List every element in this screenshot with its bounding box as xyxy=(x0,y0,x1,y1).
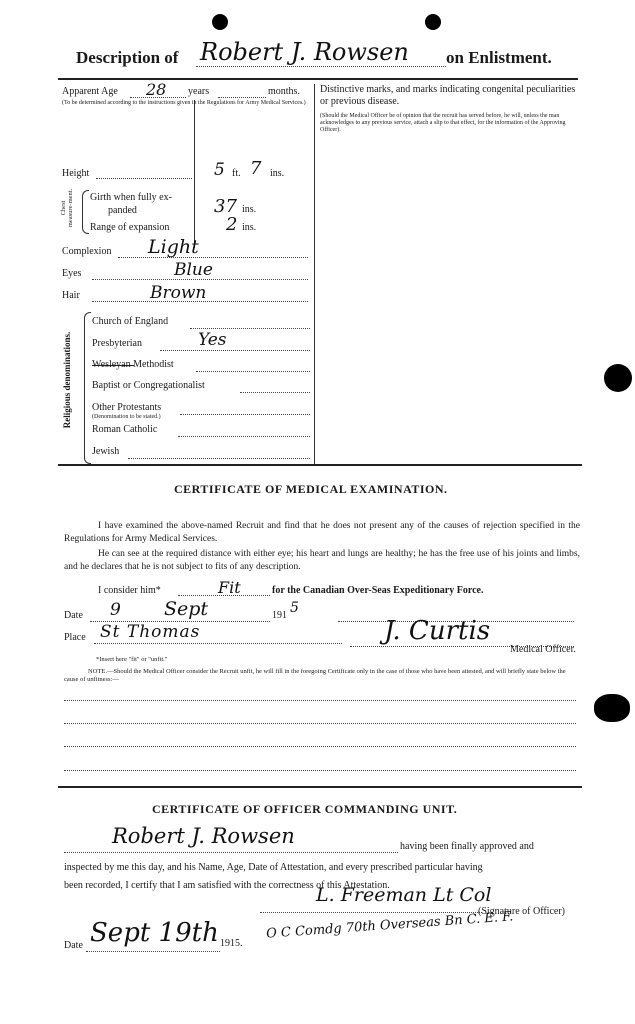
medical-date-month: Sept xyxy=(164,598,209,620)
commanding-text-3: been recorded, I certify that I am satisfied with the correctness of this Attestation. xyxy=(64,880,390,891)
height-ins-value: 7 xyxy=(250,158,262,179)
hair-value: Brown xyxy=(150,283,207,303)
girth-label-2: panded xyxy=(108,205,137,216)
consider-line xyxy=(178,595,270,596)
medical-officer-label: Medical Officer. xyxy=(510,644,576,655)
header-title-right: on Enlistment. xyxy=(446,48,552,67)
commanding-heading: CERTIFICATE OF OFFICER COMMANDING UNIT. xyxy=(152,802,458,816)
chest-side-label: Chest measure-ment. xyxy=(60,188,74,228)
place-value: St Thomas xyxy=(100,622,201,642)
medical-officer-signature: J. Curtis xyxy=(384,616,491,646)
religion-church-of-england: Church of England xyxy=(92,316,169,327)
commanding-date-value: Sept 19th xyxy=(90,918,219,948)
medical-date-label: Date xyxy=(64,610,83,621)
section-rule-1 xyxy=(58,464,582,466)
age-line xyxy=(130,97,186,98)
commanding-name: Robert J. Rowsen xyxy=(112,824,295,848)
religion-baptist: Baptist or Congregationalist xyxy=(92,380,205,391)
religion-brace xyxy=(84,312,91,464)
header-name-line xyxy=(196,66,446,67)
medical-para-2: He can see at the required distance with either eye; his heart and lungs are healthy; he has the free use of his joints and limbs, and he declares that he is not subject to fits of any description. xyxy=(64,549,580,572)
medical-date-day: 9 xyxy=(110,600,121,620)
place-line xyxy=(94,643,342,644)
punch-hole-right-lower xyxy=(594,694,630,722)
height-dots xyxy=(96,178,192,179)
header-title-left: Description of xyxy=(76,48,179,67)
age-note: (To be determined according to the instructions given in the Regulations for Army Medical Services.) xyxy=(62,100,306,106)
consider-suffix: for the Canadian Over-Seas Expeditionary Force. xyxy=(272,585,484,596)
section-rule-2 xyxy=(58,786,582,788)
religion-jewish: Jewish xyxy=(92,446,120,457)
religion-other-note: (Denomination to be stated.) xyxy=(92,414,161,420)
religion-roman-catholic: Roman Catholic xyxy=(92,424,158,435)
apparent-age-value: 28 xyxy=(146,80,167,99)
religion-row-line-3 xyxy=(240,392,310,393)
expansion-value: 2 xyxy=(226,214,238,235)
medical-heading: CERTIFICATE OF MEDICAL EXAMINATION. xyxy=(174,482,448,496)
months-label: months. xyxy=(268,86,300,97)
commanding-date-year: 1915. xyxy=(220,938,243,949)
commanding-date-label: Date xyxy=(64,940,83,951)
hair-label: Hair xyxy=(62,290,80,301)
commanding-signature: L. Freeman Lt Col xyxy=(316,884,492,906)
punch-hole-top-right xyxy=(425,14,441,30)
girth-value: 37 xyxy=(214,196,237,217)
unfit-line-1 xyxy=(64,700,576,701)
religion-other-protestants: Other Protestants xyxy=(92,402,162,413)
complexion-value: Light xyxy=(148,236,199,258)
expansion-ins-label: ins. xyxy=(242,222,257,233)
complexion-label: Complexion xyxy=(62,246,112,257)
religion-row-line-4 xyxy=(180,414,310,415)
header-name: Robert J. Rowsen xyxy=(200,38,409,66)
height-ft-value: 5 xyxy=(214,160,225,180)
left-column-divider xyxy=(194,100,195,248)
months-line xyxy=(218,97,266,98)
religion-presbyterian: Presbyterian xyxy=(92,338,142,349)
eyes-label: Eyes xyxy=(62,268,82,279)
commanding-text-1: having been finally approved and xyxy=(400,841,534,852)
religion-side-label: Religious denominations. xyxy=(62,331,72,429)
hair-line xyxy=(92,301,308,302)
commanding-text-2: inspected by me this day, and his Name, Age, Date of Attestation, and every prescribed particular having xyxy=(64,862,483,873)
complexion-line xyxy=(118,257,308,258)
unfit-line-2 xyxy=(64,723,576,724)
religion-row-line-6 xyxy=(128,458,310,459)
eyes-value: Blue xyxy=(174,260,213,280)
height-ins-label: ins. xyxy=(270,168,285,179)
religion-wesleyan: Wesleyan Methodist xyxy=(92,359,174,370)
commanding-unit: O C Comdg 70th Overseas Bn C. E. F. xyxy=(265,909,514,942)
wesleyan-strike xyxy=(92,365,134,366)
header-rule xyxy=(58,78,578,80)
marks-note: (Should the Medical Officer be of opinion that the recruit has served before, he will, unless the man acknowledges to any previous service, attach a slip to that effect, for the information of the Approving Officer). xyxy=(320,113,566,133)
apparent-age-label: Apparent Age xyxy=(62,86,118,97)
medical-date-year-suffix: 5 xyxy=(290,600,299,616)
punch-hole-top-left xyxy=(212,14,228,30)
commanding-date-line xyxy=(86,951,220,952)
expansion-label: Range of expansion xyxy=(90,222,170,233)
insert-note: *Insert here "fit" or "unfit." xyxy=(96,656,168,663)
unfit-line-3 xyxy=(64,746,576,747)
religion-row-line-0 xyxy=(190,328,310,329)
place-label: Place xyxy=(64,632,86,643)
girth-ins-label: ins. xyxy=(242,204,257,215)
chest-brace xyxy=(82,190,89,234)
consider-value: Fit xyxy=(218,578,241,597)
height-label: Height xyxy=(62,168,90,179)
consider-label: I consider him* xyxy=(98,585,161,596)
eyes-line xyxy=(92,279,308,280)
medical-note: NOTE.—Should the Medical Officer consider the Recruit unfit, he will fill in the foregoing Certificate only in the case of those who have been attested, and will briefly state below the cause of unfitness:— xyxy=(64,668,566,683)
punch-hole-right-middle xyxy=(604,364,632,392)
marks-heading: Distinctive marks, and marks indicating congenital peculiarities or previous disease. xyxy=(320,84,576,107)
religion-presbyterian-value: Yes xyxy=(198,330,227,350)
girth-label-1: Girth when fully ex- xyxy=(90,192,172,203)
medical-date-year-prefix: 191 xyxy=(272,610,287,621)
religion-row-line-2 xyxy=(196,371,310,372)
commanding-signature-label: (Signature of Officer) xyxy=(478,906,566,917)
years-label: years xyxy=(188,86,210,97)
commanding-name-line xyxy=(64,852,398,853)
medical-para-1: I have examined the above-named Recruit and find that he does not present any of the causes of rejection specified in the Regulations for Army Medical Services. xyxy=(64,521,580,544)
unfit-line-4 xyxy=(64,770,576,771)
religion-row-line-1 xyxy=(160,350,310,351)
religion-row-line-5 xyxy=(178,436,310,437)
middle-column-divider xyxy=(314,84,315,464)
height-ft-label: ft. xyxy=(232,168,241,179)
